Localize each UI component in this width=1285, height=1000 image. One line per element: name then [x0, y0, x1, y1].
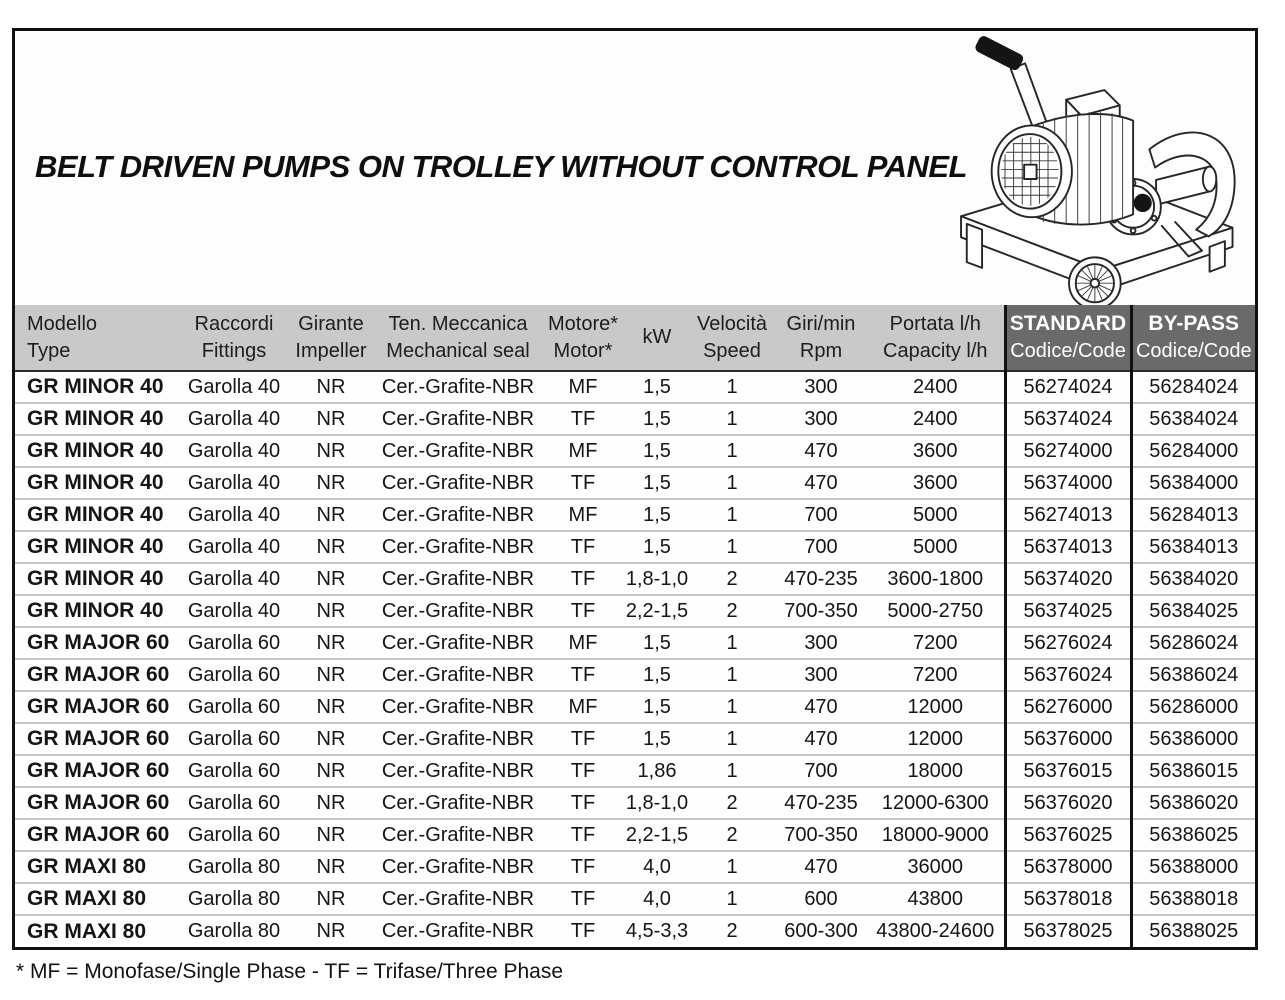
table-cell-impeller: NR: [287, 787, 375, 819]
table-cell-bypass-code: 56384013: [1131, 531, 1255, 563]
table-cell-rpm: 470-235: [775, 787, 867, 819]
table-cell-standard-code: 56376024: [1005, 659, 1131, 691]
table-cell-kw: 1,5: [625, 467, 689, 499]
table-row: [15, 659, 1255, 691]
table-cell-speed: 1: [689, 851, 775, 883]
table-cell-mechanical-seal: Cer.-Grafite-NBR: [375, 691, 541, 723]
table-row: [15, 627, 1255, 659]
table-cell-mechanical-seal: Cer.-Grafite-NBR: [375, 435, 541, 467]
table-cell-motor: TF: [541, 755, 625, 787]
table-cell-rpm: 470-235: [775, 563, 867, 595]
table-cell-fittings: Garolla 40: [181, 563, 287, 595]
table-row: [15, 723, 1255, 755]
table-cell-impeller: NR: [287, 915, 375, 947]
table-cell-kw: 1,5: [625, 499, 689, 531]
table-cell-speed: 2: [689, 787, 775, 819]
table-cell-fittings: Garolla 60: [181, 819, 287, 851]
table-cell-standard-code: 56374020: [1005, 563, 1131, 595]
table-cell-speed: 1: [689, 435, 775, 467]
table-cell-standard-code: 56374024: [1005, 403, 1131, 435]
table-cell-fittings: Garolla 60: [181, 755, 287, 787]
table-cell-capacity: 2400: [867, 403, 1005, 435]
table-cell-impeller: NR: [287, 435, 375, 467]
table-cell-mechanical-seal: Cer.-Grafite-NBR: [375, 403, 541, 435]
table-cell-rpm: 470: [775, 691, 867, 723]
motor-type-footnote: * MF = Monofase/Single Phase - TF = Trifase/Three Phase: [16, 960, 564, 983]
table-cell-mechanical-seal: Cer.-Grafite-NBR: [375, 755, 541, 787]
column-header-bypass-code: BY-PASS Codice/Code: [1131, 305, 1255, 371]
table-cell-kw: 1,86: [625, 755, 689, 787]
column-header-mechanical-seal: Ten. Meccanica Mechanical seal: [375, 305, 541, 371]
table-cell-impeller: NR: [287, 371, 375, 403]
table-cell-rpm: 470: [775, 723, 867, 755]
table-cell-bypass-code: 56284024: [1131, 371, 1255, 403]
table-cell-mechanical-seal: Cer.-Grafite-NBR: [375, 659, 541, 691]
table-body: [15, 371, 1255, 947]
table-cell-rpm: 600: [775, 883, 867, 915]
table-cell-fittings: Garolla 60: [181, 723, 287, 755]
table-cell-kw: 1,5: [625, 723, 689, 755]
table-cell-impeller: NR: [287, 403, 375, 435]
table-cell-standard-code: 56374013: [1005, 531, 1131, 563]
table-cell-mechanical-seal: Cer.-Grafite-NBR: [375, 819, 541, 851]
table-cell-capacity: 12000: [867, 723, 1005, 755]
table-cell-fittings: Garolla 60: [181, 659, 287, 691]
table-cell-motor: TF: [541, 467, 625, 499]
column-header-rpm: Giri/min Rpm: [775, 305, 867, 371]
column-header-speed: Velocità Speed: [689, 305, 775, 371]
table-cell-motor: TF: [541, 915, 625, 947]
table-cell-model: GR MAJOR 60: [15, 787, 181, 819]
table-cell-model: GR MINOR 40: [15, 563, 181, 595]
table-cell-standard-code: 56376015: [1005, 755, 1131, 787]
table-cell-rpm: 700-350: [775, 819, 867, 851]
table-cell-capacity: 7200: [867, 627, 1005, 659]
table-cell-fittings: Garolla 60: [181, 627, 287, 659]
table-cell-rpm: 470: [775, 467, 867, 499]
table-cell-motor: MF: [541, 627, 625, 659]
table-cell-model: GR MAXI 80: [15, 883, 181, 915]
table-cell-model: GR MAXI 80: [15, 851, 181, 883]
table-cell-mechanical-seal: Cer.-Grafite-NBR: [375, 915, 541, 947]
table-cell-rpm: 300: [775, 627, 867, 659]
table-cell-fittings: Garolla 40: [181, 531, 287, 563]
table-cell-standard-code: 56378025: [1005, 915, 1131, 947]
table-cell-rpm: 300: [775, 403, 867, 435]
table-cell-impeller: NR: [287, 499, 375, 531]
table-row: [15, 435, 1255, 467]
table-cell-bypass-code: 56386015: [1131, 755, 1255, 787]
table-cell-model: GR MAJOR 60: [15, 691, 181, 723]
table-row: [15, 819, 1255, 851]
table-cell-impeller: NR: [287, 723, 375, 755]
table-cell-capacity: 43800: [867, 883, 1005, 915]
table-cell-rpm: 300: [775, 371, 867, 403]
table-row: [15, 531, 1255, 563]
table-cell-fittings: Garolla 40: [181, 467, 287, 499]
table-cell-model: GR MINOR 40: [15, 435, 181, 467]
table-row: [15, 563, 1255, 595]
table-cell-capacity: 7200: [867, 659, 1005, 691]
table-cell-fittings: Garolla 60: [181, 787, 287, 819]
table-cell-model: GR MAJOR 60: [15, 723, 181, 755]
table-cell-kw: 1,5: [625, 531, 689, 563]
table-cell-bypass-code: 56286000: [1131, 691, 1255, 723]
table-cell-motor: TF: [541, 659, 625, 691]
table-cell-impeller: NR: [287, 755, 375, 787]
column-header-standard-code: STANDARD Codice/Code: [1005, 305, 1131, 371]
trolley-wheel-icon: [1069, 257, 1121, 305]
table-cell-motor: TF: [541, 851, 625, 883]
table-cell-mechanical-seal: Cer.-Grafite-NBR: [375, 787, 541, 819]
table-cell-rpm: 600-300: [775, 915, 867, 947]
table-cell-speed: 1: [689, 691, 775, 723]
table-cell-mechanical-seal: Cer.-Grafite-NBR: [375, 883, 541, 915]
table-cell-impeller: NR: [287, 883, 375, 915]
electric-motor: [992, 112, 1133, 225]
table-cell-rpm: 700: [775, 755, 867, 787]
table-cell-kw: 1,5: [625, 403, 689, 435]
table-cell-fittings: Garolla 40: [181, 435, 287, 467]
pump-trolley-illustration: [933, 31, 1251, 305]
table-cell-bypass-code: 56388000: [1131, 851, 1255, 883]
table-cell-bypass-code: 56284013: [1131, 499, 1255, 531]
table-cell-capacity: 3600: [867, 467, 1005, 499]
table-cell-motor: TF: [541, 403, 625, 435]
table-cell-kw: 1,5: [625, 627, 689, 659]
table-cell-model: GR MINOR 40: [15, 499, 181, 531]
table-cell-motor: TF: [541, 787, 625, 819]
table-cell-impeller: NR: [287, 659, 375, 691]
catalog-page-frame: [12, 28, 1258, 950]
table-cell-motor: MF: [541, 435, 625, 467]
table-row: [15, 755, 1255, 787]
table-cell-kw: 1,8-1,0: [625, 563, 689, 595]
table-cell-capacity: 12000-6300: [867, 787, 1005, 819]
table-cell-bypass-code: 56384025: [1131, 595, 1255, 627]
table-cell-speed: 1: [689, 531, 775, 563]
table-cell-mechanical-seal: Cer.-Grafite-NBR: [375, 499, 541, 531]
table-cell-kw: 2,2-1,5: [625, 595, 689, 627]
table-cell-rpm: 470: [775, 435, 867, 467]
table-row: [15, 499, 1255, 531]
table-cell-model: GR MAJOR 60: [15, 819, 181, 851]
table-cell-bypass-code: 56384024: [1131, 403, 1255, 435]
table-cell-capacity: 3600-1800: [867, 563, 1005, 595]
table-cell-capacity: 12000: [867, 691, 1005, 723]
table-cell-motor: MF: [541, 691, 625, 723]
table-cell-speed: 1: [689, 403, 775, 435]
table-cell-motor: TF: [541, 883, 625, 915]
table-cell-standard-code: 56376025: [1005, 819, 1131, 851]
table-cell-speed: 1: [689, 627, 775, 659]
table-cell-mechanical-seal: Cer.-Grafite-NBR: [375, 531, 541, 563]
table-cell-motor: MF: [541, 499, 625, 531]
table-cell-speed: 1: [689, 499, 775, 531]
table-cell-model: GR MINOR 40: [15, 595, 181, 627]
table-row: [15, 883, 1255, 915]
table-cell-fittings: Garolla 40: [181, 371, 287, 403]
table-cell-speed: 1: [689, 883, 775, 915]
table-cell-motor: TF: [541, 723, 625, 755]
table-cell-capacity: 18000: [867, 755, 1005, 787]
table-cell-rpm: 470: [775, 851, 867, 883]
table-cell-capacity: 3600: [867, 435, 1005, 467]
table-cell-bypass-code: 56286024: [1131, 627, 1255, 659]
table-cell-standard-code: 56376000: [1005, 723, 1131, 755]
table-cell-capacity: 5000-2750: [867, 595, 1005, 627]
table-cell-mechanical-seal: Cer.-Grafite-NBR: [375, 723, 541, 755]
table-header-row: [15, 305, 1255, 371]
table-row: [15, 691, 1255, 723]
table-cell-impeller: NR: [287, 563, 375, 595]
table-cell-model: GR MAJOR 60: [15, 659, 181, 691]
table-cell-kw: 2,2-1,5: [625, 819, 689, 851]
table-cell-rpm: 700: [775, 531, 867, 563]
table-cell-motor: TF: [541, 819, 625, 851]
table-row: [15, 787, 1255, 819]
table-cell-kw: 1,5: [625, 691, 689, 723]
table-cell-speed: 2: [689, 915, 775, 947]
table-row: [15, 915, 1255, 947]
table-cell-kw: 1,8-1,0: [625, 787, 689, 819]
table-cell-bypass-code: 56388025: [1131, 915, 1255, 947]
pump-spec-table: [15, 305, 1255, 947]
page-title: BELT DRIVEN PUMPS ON TROLLEY WITHOUT CONTROL PANEL: [35, 149, 967, 184]
table-row: [15, 595, 1255, 627]
table-cell-standard-code: 56274013: [1005, 499, 1131, 531]
table-cell-rpm: 700: [775, 499, 867, 531]
table-cell-speed: 2: [689, 595, 775, 627]
table-cell-standard-code: 56276000: [1005, 691, 1131, 723]
table-cell-capacity: 36000: [867, 851, 1005, 883]
table-cell-rpm: 700-350: [775, 595, 867, 627]
table-cell-speed: 2: [689, 819, 775, 851]
table-cell-motor: TF: [541, 531, 625, 563]
table-cell-model: GR MINOR 40: [15, 371, 181, 403]
table-cell-kw: 1,5: [625, 659, 689, 691]
table-cell-standard-code: 56374025: [1005, 595, 1131, 627]
table-cell-mechanical-seal: Cer.-Grafite-NBR: [375, 595, 541, 627]
table-cell-impeller: NR: [287, 691, 375, 723]
table-cell-fittings: Garolla 80: [181, 851, 287, 883]
table-cell-speed: 1: [689, 371, 775, 403]
table-cell-fittings: Garolla 40: [181, 403, 287, 435]
table-cell-model: GR MINOR 40: [15, 531, 181, 563]
table-cell-model: GR MINOR 40: [15, 403, 181, 435]
table-cell-standard-code: 56274024: [1005, 371, 1131, 403]
table-cell-mechanical-seal: Cer.-Grafite-NBR: [375, 627, 541, 659]
table-cell-kw: 4,0: [625, 883, 689, 915]
table-cell-kw: 1,5: [625, 371, 689, 403]
table-cell-fittings: Garolla 60: [181, 691, 287, 723]
table-cell-bypass-code: 56384000: [1131, 467, 1255, 499]
table-cell-mechanical-seal: Cer.-Grafite-NBR: [375, 467, 541, 499]
table-cell-fittings: Garolla 40: [181, 595, 287, 627]
table-cell-fittings: Garolla 80: [181, 915, 287, 947]
table-cell-standard-code: 56374000: [1005, 467, 1131, 499]
trolley-right-leg: [1210, 241, 1225, 272]
table-cell-bypass-code: 56388018: [1131, 883, 1255, 915]
table-cell-speed: 1: [689, 467, 775, 499]
page-header-area: [15, 31, 1255, 305]
table-cell-model: GR MINOR 40: [15, 467, 181, 499]
table-cell-motor: MF: [541, 371, 625, 403]
column-header-capacity: Portata l/h Capacity l/h: [867, 305, 1005, 371]
table-cell-bypass-code: 56384020: [1131, 563, 1255, 595]
table-cell-standard-code: 56276024: [1005, 627, 1131, 659]
table-cell-bypass-code: 56386025: [1131, 819, 1255, 851]
table-cell-impeller: NR: [287, 627, 375, 659]
table-row: [15, 403, 1255, 435]
table-cell-bypass-code: 56284000: [1131, 435, 1255, 467]
table-cell-bypass-code: 56386000: [1131, 723, 1255, 755]
table-cell-mechanical-seal: Cer.-Grafite-NBR: [375, 563, 541, 595]
table-cell-impeller: NR: [287, 531, 375, 563]
table-cell-motor: TF: [541, 563, 625, 595]
table-cell-kw: 4,5-3,3: [625, 915, 689, 947]
table-cell-mechanical-seal: Cer.-Grafite-NBR: [375, 371, 541, 403]
table-cell-capacity: 5000: [867, 499, 1005, 531]
table-cell-impeller: NR: [287, 595, 375, 627]
pump-shaft: [1156, 167, 1216, 205]
table-cell-kw: 1,5: [625, 435, 689, 467]
table-cell-capacity: 5000: [867, 531, 1005, 563]
table-cell-bypass-code: 56386020: [1131, 787, 1255, 819]
table-cell-speed: 1: [689, 659, 775, 691]
column-header-impeller: Girante Impeller: [287, 305, 375, 371]
column-header-kw: kW: [625, 305, 689, 371]
table-row: [15, 851, 1255, 883]
table-row: [15, 467, 1255, 499]
column-header-fittings: Raccordi Fittings: [181, 305, 287, 371]
table-cell-standard-code: 56274000: [1005, 435, 1131, 467]
table-cell-model: GR MAJOR 60: [15, 755, 181, 787]
table-cell-capacity: 18000-9000: [867, 819, 1005, 851]
table-cell-standard-code: 56378000: [1005, 851, 1131, 883]
table-cell-fittings: Garolla 80: [181, 883, 287, 915]
table-cell-capacity: 2400: [867, 371, 1005, 403]
table-cell-speed: 1: [689, 723, 775, 755]
table-cell-impeller: NR: [287, 467, 375, 499]
table-cell-standard-code: 56378018: [1005, 883, 1131, 915]
table-cell-speed: 2: [689, 563, 775, 595]
table-cell-kw: 4,0: [625, 851, 689, 883]
table-cell-capacity: 43800-24600: [867, 915, 1005, 947]
table-cell-bypass-code: 56386024: [1131, 659, 1255, 691]
column-header-motor: Motore* Motor*: [541, 305, 625, 371]
table-cell-speed: 1: [689, 755, 775, 787]
table-cell-impeller: NR: [287, 851, 375, 883]
table-cell-model: GR MAXI 80: [15, 915, 181, 947]
table-cell-standard-code: 56376020: [1005, 787, 1131, 819]
table-cell-mechanical-seal: Cer.-Grafite-NBR: [375, 851, 541, 883]
table-cell-fittings: Garolla 40: [181, 499, 287, 531]
trolley-left-leg: [967, 224, 982, 268]
table-cell-model: GR MAJOR 60: [15, 627, 181, 659]
table-cell-impeller: NR: [287, 819, 375, 851]
table-row: [15, 371, 1255, 403]
column-header-model: Modello Type: [15, 305, 181, 371]
table-cell-rpm: 300: [775, 659, 867, 691]
table-cell-motor: TF: [541, 595, 625, 627]
